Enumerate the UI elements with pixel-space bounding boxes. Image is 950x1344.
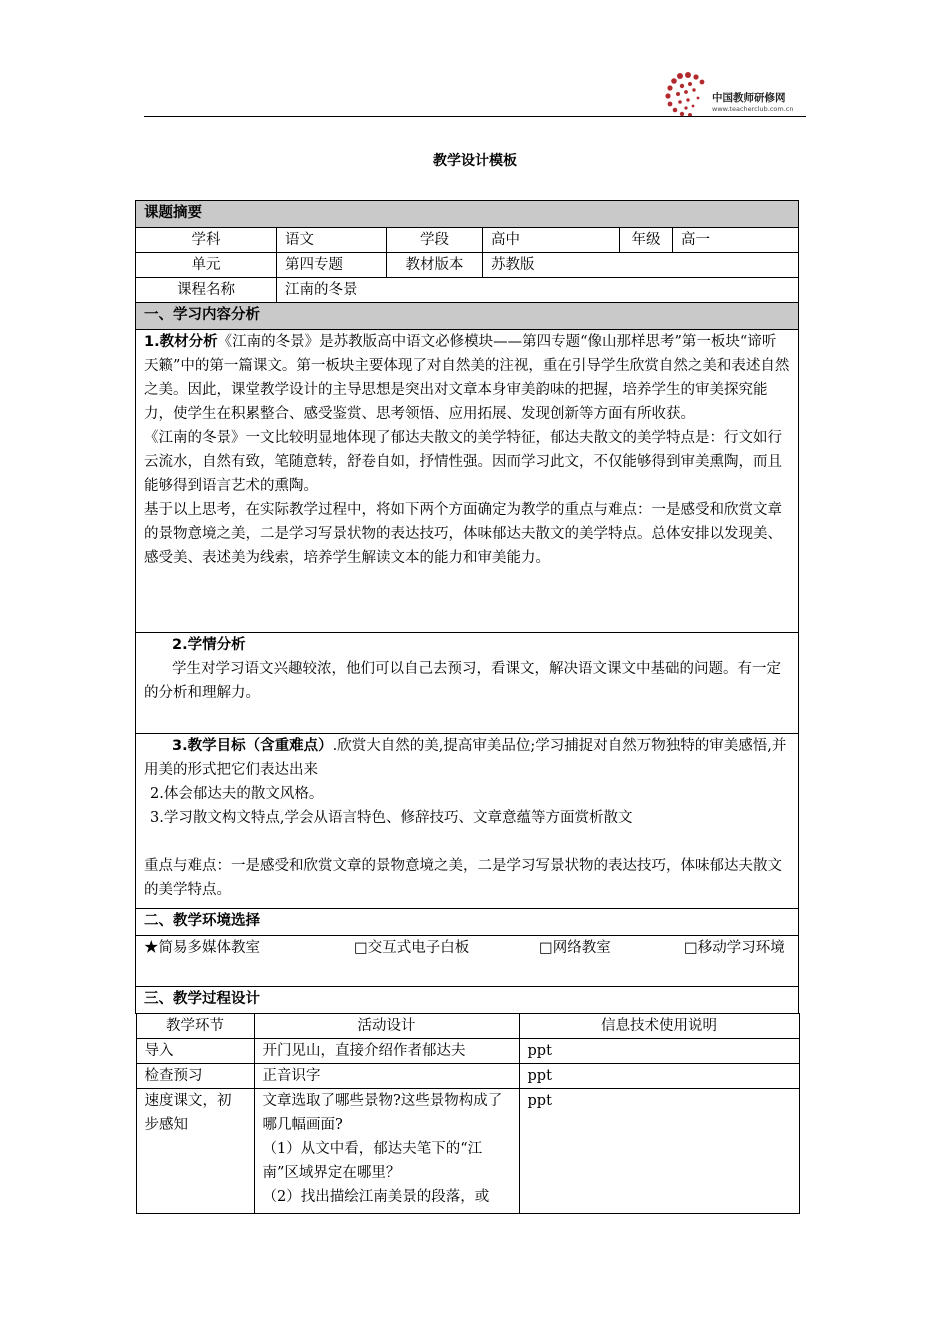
stage-label: 学段 [387,228,483,253]
process-stage: 导入 [136,1039,254,1064]
course-value: 江南的冬景 [277,278,799,303]
table-row [136,1089,799,1214]
edition-value: 苏教版 [483,253,799,278]
teaching-goals-cell [136,734,799,909]
subject-label: 学科 [136,228,277,253]
process-header-stage: 教学环节 [136,1014,254,1039]
textbook-analysis-p2: 《江南的冬景》一文比较明显地体现了郁达夫散文的美学特征，郁达夫散文的美学特点是：行文如行云流水，自然有致，笔随意转，舒卷自如，抒情性强。因而学习此文，不仅能够得到审美熏陶，而且能够得到语言艺术的熏陶。 [144,430,782,494]
section-heading-process: 三、教学过程设计 [136,987,799,1014]
process-activity: 正音识字 [254,1064,519,1089]
textbook-analysis-title: 1.教材分析 [144,334,218,350]
stage-value: 高中 [483,228,620,253]
process-header-activity: 活动设计 [254,1014,519,1039]
process-stage: 检查预习 [136,1064,254,1089]
process-activity: 文章选取了哪些景物?这些景物构成了哪几幅画面? [262,1093,503,1133]
teaching-goal-1: .欣赏大自然的美,提高审美品位;学习捕捉对自然万物独特的审美感悟,并用美的形式把它们表达出来 [144,738,787,778]
process-activity: 开门见山，直接介绍作者郁达夫 [254,1039,519,1064]
document-title: 教学设计模板 [433,153,517,169]
grade-label: 年级 [620,228,673,253]
course-label: 课程名称 [136,278,277,303]
grade-value: 高一 [673,228,799,253]
process-table [136,1013,800,1214]
unit-label: 单元 [136,253,277,278]
subject-value: 语文 [277,228,387,253]
textbook-analysis-cell [136,330,799,633]
learner-analysis-title: 2.学情分析 [172,637,246,653]
header-rule [144,116,806,117]
textbook-analysis-p1: 《江南的冬景》是苏教版高中语文必修模块——第四专题“像山那样思考”第一板块“谛听天籁”中的第一篇课文。第一板块主要体现了对自然美的注视，重在引导学生欣赏自然之美和表述自然之美。因此，课堂教学设计的主导思想是突出对文章本身审美韵味的把握，培养学生的审美探究能力，使学生在积累整合、感受鉴赏、思考领悟、应用拓展、发现创新等方面有所收获。 [144,334,790,422]
unit-value: 第四专题 [277,253,387,278]
env-option-mobile-learning: □移动学习环境 [684,940,785,956]
process-activity-cell [254,1089,519,1214]
teaching-goal-2: 2.体会郁达夫的散文风格。 [150,786,324,802]
teaching-goal-3: 3.学习散文构文特点,学会从语言特色、修辞技巧、文章意蕴等方面赏析散文 [150,810,633,826]
learner-analysis-text: 学生对学习语文兴趣较浓，他们可以自己去预习，看课文，解决语文课文中基础的问题。有一定的分析和理解力。 [144,661,781,701]
process-activity-sub-2: （2）找出描绘江南美景的段落，或 [262,1189,490,1205]
env-option-multimedia: ★简易多媒体教室 [144,940,260,956]
edition-label: 教材版本 [387,253,483,278]
learner-analysis-cell [136,633,799,734]
process-header-tech: 信息技术使用说明 [519,1014,799,1039]
env-option-whiteboard: □交互式电子白板 [354,940,470,956]
table-row [136,1039,799,1064]
process-tech: ppt [519,1064,799,1089]
logo-text: 中国教师研修网 [712,92,786,104]
textbook-analysis-p3: 基于以上思考，在实际教学过程中，将如下两个方面确定为教学的重点与难点：一是感受和欣赏文章的景物意境之美，二是学习写景状物的表达技巧，体味郁达夫散文的美学特点。总体安排以发现美、感受美、表述美为线索，培养学生解读文本的能力和审美能力。 [144,502,782,566]
section-heading-summary: 课题摘要 [136,201,799,228]
key-points-text: 重点与难点：一是感受和欣赏文章的景物意境之美，二是学习写景状物的表达技巧，体味郁达夫散文的美学特点。 [144,858,782,898]
section-heading-content-analysis: 一、学习内容分析 [136,303,799,330]
logo-url: www.teacherclub.com.cn [712,105,794,113]
env-option-network-classroom: □网络教室 [539,940,611,956]
table-row [136,1064,799,1089]
process-tech: ppt [519,1039,799,1064]
teaching-goals-title: 3.教学目标（含重难点） [172,738,333,754]
process-activity-sub-1: （1）从文中看，郁达夫笔下的“江南”区域界定在哪里？ [262,1141,483,1181]
lesson-plan-table [135,200,799,1214]
environment-options-cell [136,936,799,987]
process-stage: 速度课文，初步感知 [136,1089,254,1214]
process-tech: ppt [519,1089,799,1214]
section-heading-environment: 二、教学环境选择 [136,909,799,936]
